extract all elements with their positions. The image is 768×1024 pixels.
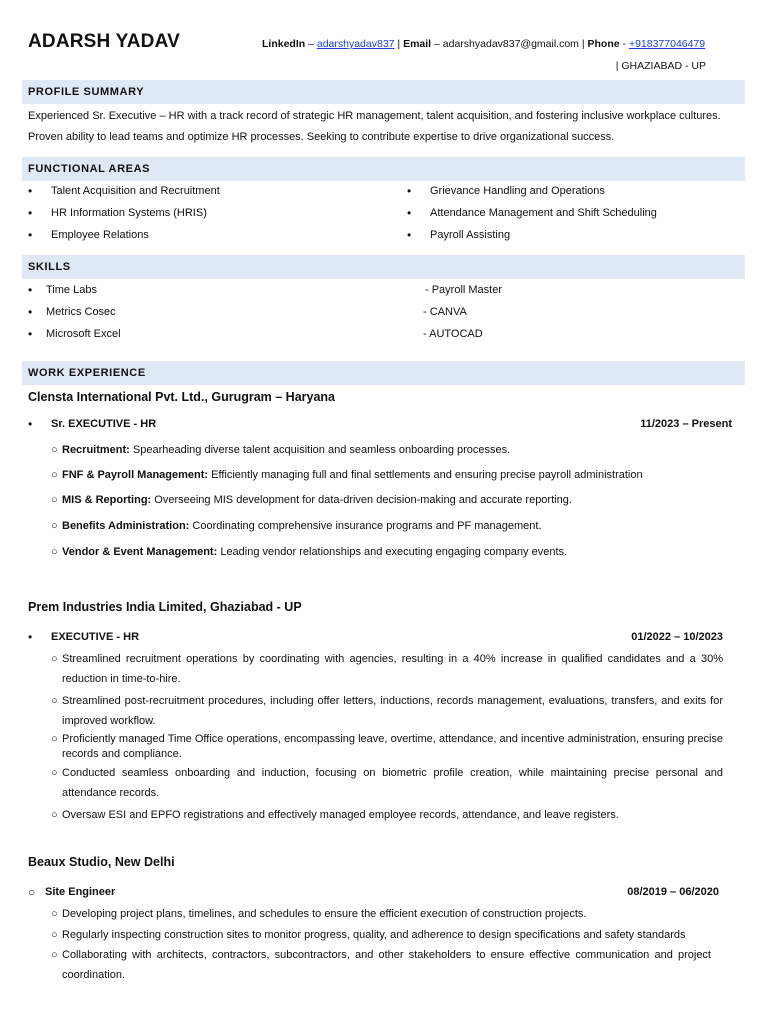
item-text: Spearheading diverse talent acquisition and seamless onboarding processes. (129, 444, 511, 456)
profile-line-1: Experienced Sr. Executive – HR with a track record of strategic HR management, talent acquisition, and fostering inclusive workplace cultures. (28, 110, 721, 122)
list-item (51, 805, 723, 825)
job-dates: 11/2023 – Present (640, 418, 732, 430)
email-label: Email (403, 38, 432, 50)
item-text: Coordinating comprehensive insurance programs and PF management. (189, 520, 542, 532)
bullet-icon: • (28, 305, 33, 319)
list-item (51, 465, 723, 485)
contact-line: LinkedIn – adarshyadav837 | Email – adarshyadav837@gmail.com | Phone - +918377046479 (262, 38, 706, 50)
bullet-icon: • (407, 206, 412, 220)
section-title: SKILLS (28, 261, 71, 273)
phone-link[interactable]: +918377046479 (628, 38, 706, 50)
list-item (51, 732, 723, 762)
bullet-icon: • (407, 184, 412, 198)
circle-bullet-icon: ○ (51, 695, 58, 707)
skill-item: - Payroll Master (425, 284, 503, 296)
section-title: FUNCTIONAL AREAS (28, 163, 151, 175)
bullet-icon: • (28, 630, 33, 644)
item-text: Streamlined post-recruitment procedures, including offer letters, inductions, records management, evaluations, transfers, and exits for improved workflow. (62, 695, 723, 727)
list-item (51, 925, 711, 945)
item-text: Efficiently managing full and final settlements and ensuring precise payroll administration (208, 469, 643, 481)
section-title: PROFILE SUMMARY (28, 86, 145, 98)
list-item (51, 691, 723, 731)
bullet-icon: • (28, 206, 33, 220)
list-item-text: Employee Relations (51, 229, 149, 241)
job-dates: 01/2022 – 10/2023 (631, 631, 723, 643)
company-name: Beaux Studio, New Delhi (28, 855, 175, 869)
list-item (51, 542, 723, 562)
item-label: Vendor & Event Management: (62, 546, 218, 558)
list-item-text: Attendance Management and Shift Scheduling (430, 207, 657, 219)
profile-line-2: Proven ability to lead teams and optimize HR processes. Seeking to contribute expertise to drive organizational success. (28, 131, 615, 143)
item-text: Overseeing MIS development for data-driven decision-making and accurate reporting. (151, 494, 572, 506)
skill-item: - AUTOCAD (423, 328, 483, 340)
item-text: Oversaw ESI and EPFO registrations and effectively managed employee records, attendance, and leave registers. (62, 809, 619, 821)
circle-bullet-icon: ○ (51, 809, 58, 821)
list-item (51, 649, 723, 689)
circle-bullet-icon: ○ (51, 469, 58, 481)
role-title: Sr. EXECUTIVE - HR (51, 418, 157, 430)
list-item-text: Time Labs (46, 284, 97, 296)
bullet-icon: • (28, 228, 33, 242)
item-label: Recruitment: (62, 444, 130, 456)
circle-bullet-icon: ○ (51, 767, 58, 779)
bullet-icon: • (28, 417, 33, 431)
item-text: Conducted seamless onboarding and induction, focusing on biometric profile creation, while maintaining precise personal and attendance records. (62, 767, 723, 799)
role-title: EXECUTIVE - HR (51, 631, 140, 643)
company-name: Prem Industries India Limited, Ghaziabad - UP (28, 600, 302, 614)
linkedin-link[interactable]: adarshyadav837 (316, 38, 395, 50)
phone-label: Phone (587, 38, 620, 50)
work-experience-header (22, 361, 745, 385)
list-item-text: Talent Acquisition and Recruitment (51, 185, 220, 197)
skills-header (22, 255, 745, 279)
list-item-text: HR Information Systems (HRIS) (51, 207, 207, 219)
list-item (51, 763, 723, 803)
circle-bullet-icon: ○ (51, 733, 58, 745)
circle-bullet-icon: ○ (51, 949, 58, 961)
profile-summary-header (22, 80, 745, 104)
list-item-text: Metrics Cosec (46, 306, 116, 318)
email-value: adarshyadav837@gmail.com (442, 38, 579, 50)
circle-bullet-icon: ○ (51, 546, 58, 558)
item-text: Proficiently managed Time Office operations, encompassing leave, overtime, attendance, and incentive administration, ensuring precise records and compliance. (62, 733, 723, 760)
circle-bullet-icon: ○ (51, 494, 58, 506)
bullet-icon: • (28, 283, 33, 297)
item-text: Leading vendor relationships and executing engaging company events. (217, 546, 568, 558)
list-item (51, 516, 723, 536)
item-text: Collaborating with architects, contractors, subcontractors, and other stakeholders to ensure effective communication and project coordination. (62, 949, 711, 981)
item-text: Developing project plans, timelines, and schedules to ensure the efficient execution of construction projects. (62, 908, 587, 920)
job-dates: 08/2019 – 06/2020 (627, 886, 719, 898)
list-item-text: Microsoft Excel (46, 328, 121, 340)
bullet-icon: • (28, 184, 33, 198)
section-title: WORK EXPERIENCE (28, 367, 146, 379)
list-item (51, 945, 711, 985)
location: | GHAZIABAD - UP (615, 60, 706, 72)
list-item (51, 440, 723, 460)
item-label: MIS & Reporting: (62, 494, 152, 506)
circle-bullet-icon: ○ (28, 885, 36, 899)
circle-bullet-icon: ○ (51, 520, 58, 532)
skill-item: - CANVA (423, 306, 467, 318)
item-text: Regularly inspecting construction sites to monitor progress, quality, and adherence to design specifications and safety standards (62, 929, 686, 941)
list-item (51, 904, 711, 924)
company-name: Clensta International Pvt. Ltd., Gurugram – Haryana (28, 390, 336, 404)
role-title: Site Engineer (45, 886, 116, 898)
list-item-text: Payroll Assisting (430, 229, 511, 241)
functional-areas-header (22, 157, 745, 181)
linkedin-label: LinkedIn (262, 38, 306, 50)
circle-bullet-icon: ○ (51, 908, 58, 920)
item-text: Streamlined recruitment operations by coordinating with agencies, resulting in a 40% increase in qualified candidates and a 30% reduction in time-to-hire. (62, 653, 723, 685)
list-item-text: Grievance Handling and Operations (430, 185, 605, 197)
candidate-name: ADARSH YADAV (28, 31, 180, 52)
item-label: FNF & Payroll Management: (62, 469, 209, 481)
bullet-icon: • (28, 327, 33, 341)
list-item (51, 490, 723, 510)
circle-bullet-icon: ○ (51, 444, 58, 456)
item-label: Benefits Administration: (62, 520, 190, 532)
bullet-icon: • (407, 228, 412, 242)
circle-bullet-icon: ○ (51, 653, 58, 665)
circle-bullet-icon: ○ (51, 929, 58, 941)
